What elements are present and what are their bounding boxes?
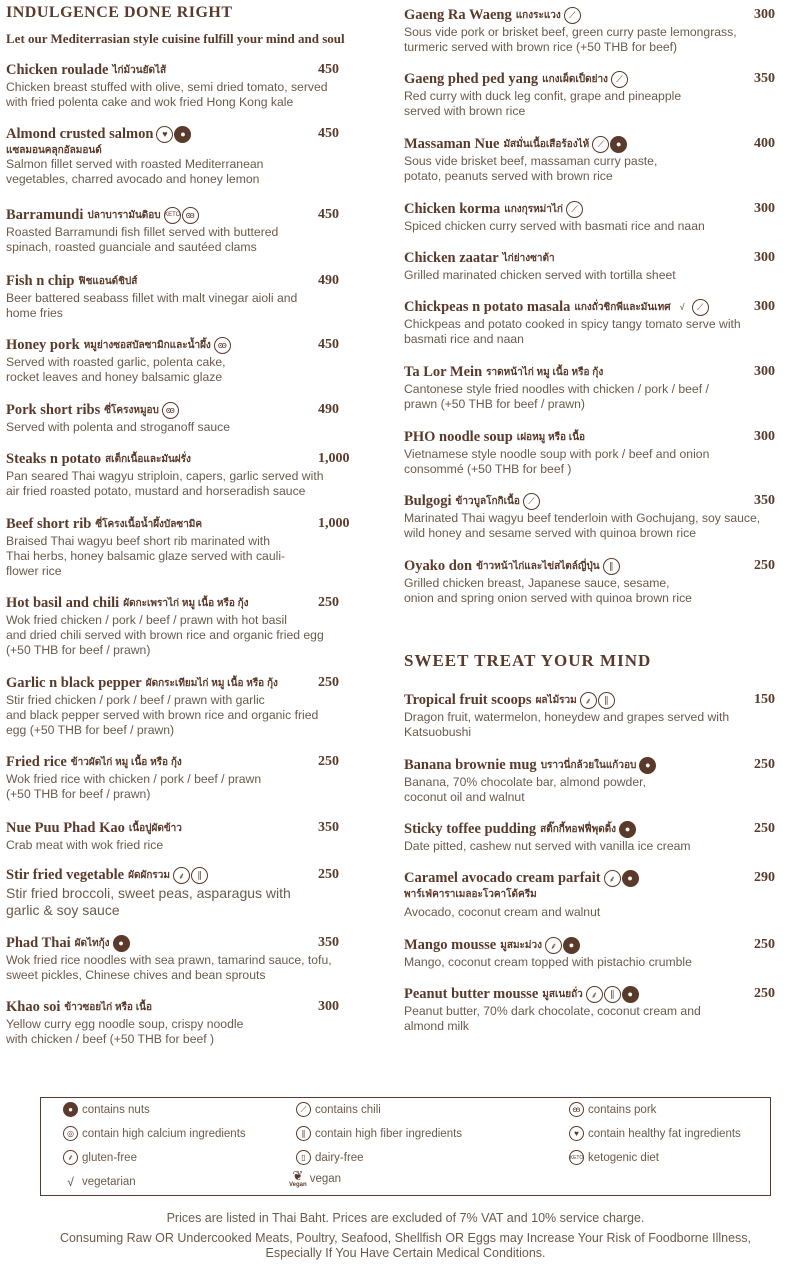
chili-icon: ⟋	[592, 136, 609, 153]
item-name: Gaeng phed ped yang	[404, 70, 539, 87]
menu-item	[6, 865, 378, 919]
item-desc: Crab meat with wok fried rice	[6, 838, 164, 852]
item-thai-name: แกงถั่วชิกพีและมันเทศ	[574, 301, 671, 313]
left-column	[6, 0, 378, 1046]
item-desc: Chicken breast stuffed with olive, semi dried tomato, served	[6, 80, 328, 94]
item-price: 350	[318, 820, 339, 835]
item-price: 450	[318, 62, 339, 77]
item-price: 490	[318, 402, 339, 417]
chili-icon: ⟋	[564, 7, 581, 24]
legend-healthy-fat: ♥ contain healthy fat ingredients	[569, 1126, 741, 1141]
item-desc: Stir fried chicken / pork / beef / prawn with garlic	[6, 693, 265, 707]
item-price: 1,000	[318, 516, 350, 531]
menu-item	[404, 556, 808, 606]
item-desc: Beer battered seabass fillet with malt vinegar aioli and	[6, 291, 298, 305]
item-thai-name: ข้าวผัดไก่ หมู เนื้อ หรือ กุ้ง	[70, 756, 182, 768]
item-price: 300	[754, 429, 775, 444]
item-desc: Red curry with duck leg confit, grape and pineapple	[404, 89, 682, 103]
item-price: 400	[754, 136, 775, 151]
gluten-free-icon: ⸙	[604, 870, 621, 887]
legend-gluten-free: ⸙ gluten-free	[63, 1150, 137, 1165]
pork-icon: ꙭ	[569, 1102, 584, 1117]
fiber-icon: ∥	[598, 692, 615, 709]
nuts-icon: ●	[622, 986, 639, 1003]
menu-item	[6, 673, 378, 738]
item-desc: (+50 THB for beef / prawn)	[6, 643, 151, 657]
keto-icon: KETO	[164, 207, 181, 224]
item-desc: wild honey and sesame served with quinoa brown rice	[404, 526, 696, 540]
nuts-icon: ●	[610, 136, 627, 153]
menu-item	[404, 297, 808, 347]
item-name: Fish n chip	[6, 272, 75, 289]
item-desc: Wok fried chicken / pork / beef / prawn with hot basil	[6, 613, 287, 627]
menu-item	[404, 134, 808, 184]
health-warning-line1: Consuming Raw OR Undercooked Meats, Poultry, Seafood, Shellfish OR Eggs may Increase Your Risk of Foodborne Illness,	[59, 1231, 752, 1245]
item-price: 300	[754, 299, 775, 314]
item-desc: almond milk	[404, 1019, 470, 1033]
vegan-icon: ❦ Vegan	[289, 1168, 307, 1188]
item-name: Honey pork	[6, 336, 80, 353]
item-desc: with chicken / beef (+50 THB for beef )	[6, 1032, 215, 1046]
vegetarian-icon: √	[674, 299, 691, 316]
item-desc: Dragon fruit, watermelon, honeydew and grapes served with	[404, 710, 730, 724]
keto-icon: KETO	[569, 1150, 584, 1165]
item-thai-name: ข้าวหน้าไก่และไข่สไตล์ญี่ปุ่น	[476, 560, 600, 572]
item-desc: flower rice	[6, 564, 62, 578]
item-thai-name: ไก่ย่างซาต้า	[502, 252, 555, 264]
menu-item	[6, 400, 378, 435]
item-thai-name: หมูย่างซอสบัลซามิกและน้ำผึ้ง	[83, 339, 211, 351]
item-desc: vegetables, charred avocado and honey lemon	[6, 172, 260, 186]
item-price: 250	[754, 558, 775, 573]
item-desc: basmati rice and naan	[404, 332, 524, 346]
item-name: Phad Thai	[6, 934, 71, 951]
pork-icon: ꙭ	[162, 402, 179, 419]
item-thai-name: แซลมอนคลุกอัลมอนด์	[6, 145, 102, 156]
item-thai-name: ผัดกระเทียมไก่ หมู เนื้อ หรือ กุ้ง	[145, 677, 278, 689]
item-name: PHO noodle soup	[404, 428, 513, 445]
item-desc: Sous vide brisket beef, massaman curry paste,	[404, 154, 658, 168]
item-desc: Katsuobushi	[404, 725, 472, 739]
menu-item	[6, 60, 378, 110]
item-desc: sweet pickles, Chinese chives and bean sprouts	[6, 968, 266, 982]
legend-keto: KETO ketogenic diet	[569, 1151, 659, 1164]
item-thai-name: มูสเนยถั่ว	[542, 988, 583, 1000]
menu-item	[404, 491, 808, 541]
legend-chili: ⟋ contains chili	[296, 1102, 381, 1117]
item-name: Beef short rib	[6, 515, 92, 532]
item-thai-name: บราวนี่กล้วยในแก้วอบ	[540, 759, 637, 771]
item-thai-name: สติ๊กกี้ทอฟฟี่พุดดิ้ง	[540, 823, 617, 835]
item-desc: Pan seared Thai wagyu striploin, capers, garlic served with	[6, 469, 324, 483]
nuts-icon: ●	[174, 126, 191, 143]
fiber-icon: ∥	[191, 867, 208, 884]
fiber-icon: ∥	[296, 1126, 311, 1141]
menu-item	[404, 819, 808, 854]
menu-item	[6, 818, 378, 853]
item-price: 450	[318, 126, 339, 141]
item-name: Caramel avocado cream parfait	[404, 869, 601, 886]
nuts-icon: ●	[622, 870, 639, 887]
item-price: 300	[754, 201, 775, 216]
menu-item	[6, 997, 378, 1047]
item-thai-name: ซี่โครงเนื้อน้ำผึ้งบัลซามิค	[95, 518, 203, 530]
item-price: 250	[318, 595, 339, 610]
item-name: Massaman Nue	[404, 135, 500, 152]
gluten-free-icon: ⸙	[580, 692, 597, 709]
item-price: 250	[318, 754, 339, 769]
gluten-free-icon: ⸙	[586, 986, 603, 1003]
item-thai-name: แกงเผ็ดเป็ดย่าง	[542, 73, 608, 85]
item-price: 450	[318, 207, 339, 222]
item-name: Banana brownie mug	[404, 756, 537, 773]
section-title-sweet: SWEET TREAT YOUR MIND	[404, 651, 652, 670]
item-thai-name: ปลาบารามันดิอบ	[87, 209, 161, 221]
menu-item	[404, 199, 808, 234]
chili-icon: ⟋	[566, 201, 583, 218]
legend-dairy-free: ▯ dairy-free	[296, 1150, 364, 1165]
menu-item	[404, 984, 808, 1034]
item-name: Stir fried vegetable	[6, 866, 125, 883]
item-name: Steaks n potato	[6, 450, 102, 467]
menu-item	[6, 271, 378, 321]
item-thai-name: ไก่ม้วนยัดไส้	[112, 64, 167, 76]
item-thai-name: ผลไม้รวม	[535, 694, 577, 706]
fiber-icon: ∥	[603, 558, 620, 575]
item-name: Barramundi	[6, 206, 84, 223]
item-name: Mango mousse	[404, 936, 497, 953]
item-price: 350	[754, 493, 775, 508]
legend-fiber: ∥ contain high fiber ingredients	[296, 1126, 462, 1141]
item-name: Gaeng Ra Waeng	[404, 6, 512, 23]
item-name: Bulgogi	[404, 492, 452, 509]
item-desc: Yellow curry egg noodle soup, crispy noodle	[6, 1017, 244, 1031]
item-price: 300	[754, 364, 775, 379]
menu-item	[404, 362, 808, 412]
item-desc: onion and spring onion served with quinoa brown rice	[404, 591, 692, 605]
gluten-free-icon: ⸙	[63, 1150, 78, 1165]
gluten-free-icon: ⸙	[173, 867, 190, 884]
vegetarian-icon: √	[63, 1174, 78, 1189]
item-desc: garlic & soy sauce	[6, 902, 120, 918]
item-desc: home fries	[6, 306, 63, 320]
item-thai-name: ผัดกะเพราไก่ หมู เนื้อ หรือ กุ้ง	[123, 597, 249, 609]
item-desc: Cantonese style fried noodles with chicken / pork / beef /	[404, 382, 709, 396]
item-price: 300	[754, 250, 775, 265]
item-desc: potato, peanuts served with brown rice	[404, 169, 613, 183]
section-title-indulgence: INDULGENCE DONE RIGHT	[6, 4, 233, 21]
menu-item	[404, 5, 808, 55]
item-desc: Date pitted, cashew nut served with vanilla ice cream	[404, 839, 691, 853]
item-desc: rocket leaves and honey balsamic glaze	[6, 370, 223, 384]
item-desc: prawn (+50 THB for beef / prawn)	[404, 397, 585, 411]
item-price: 350	[318, 935, 339, 950]
menu-item	[404, 69, 808, 119]
item-desc: coconut oil and walnut	[404, 790, 525, 804]
item-thai-name: พาร์เฟ่คาราเมลอะโวคาโด้ครีม	[404, 889, 537, 900]
item-desc: (+50 THB for beef / prawn)	[6, 787, 151, 801]
item-desc: Vietnamese style noodle soup with pork / beef and onion	[404, 447, 710, 461]
item-name: Chicken korma	[404, 200, 501, 217]
menu-item	[6, 205, 378, 255]
menu-item	[404, 248, 808, 283]
item-thai-name: มัสมั่นเนื้อเสือร้องไห้	[503, 138, 590, 150]
menu-item	[6, 449, 378, 499]
menu-item	[6, 335, 378, 385]
chili-icon: ⟋	[611, 71, 628, 88]
item-price: 300	[754, 7, 775, 22]
item-name: Peanut butter mousse	[404, 985, 539, 1002]
item-desc: Mango, coconut cream topped with pistachio crumble	[404, 955, 692, 969]
nuts-icon: ●	[619, 821, 636, 838]
item-desc: consommé (+50 THB for beef )	[404, 462, 572, 476]
item-thai-name: ผัดไทกุ้ง	[74, 937, 110, 949]
calcium-icon: ◎	[63, 1126, 78, 1141]
pork-icon: ꙭ	[214, 337, 231, 354]
item-price: 250	[318, 675, 339, 690]
item-desc: Served with roasted garlic, polenta cake,	[6, 355, 226, 369]
item-name: Pork short ribs	[6, 401, 101, 418]
item-desc: Served with polenta and stroganoff sauce	[6, 420, 231, 434]
legend-vegetarian: √ vegetarian	[63, 1174, 136, 1189]
menu-item	[404, 868, 808, 920]
item-name: Ta Lor Mein	[404, 363, 483, 380]
item-name: Garlic n black pepper	[6, 674, 142, 691]
nuts-icon: ●	[63, 1102, 78, 1117]
menu-item	[404, 935, 808, 970]
chili-icon: ⟋	[296, 1102, 311, 1117]
item-name: Nue Puu Phad Kao	[6, 819, 125, 836]
item-price: 490	[318, 273, 339, 288]
menu-item	[6, 514, 378, 579]
item-price: 250	[754, 821, 775, 836]
health-warning-line2: Especially If You Have Certain Medical Conditions.	[265, 1246, 546, 1260]
item-desc: Avocado, coconut cream and walnut	[404, 905, 601, 919]
item-desc: Sous vide pork or brisket beef, green curry paste lemongrass,	[404, 25, 737, 39]
item-price: 150	[754, 692, 775, 707]
item-thai-name: แกงกุรหม่าไก่	[504, 203, 563, 215]
item-desc: Wok fried rice noodles with sea prawn, tamarind sauce, tofu,	[6, 953, 332, 967]
item-thai-name: ราดหน้าไก่ หมู เนื้อ หรือ กุ้ง	[486, 366, 604, 378]
item-name: Chicken zaatar	[404, 249, 499, 266]
item-desc: egg (+50 THB for beef / prawn)	[6, 723, 175, 737]
chili-icon: ⟋	[523, 493, 540, 510]
item-name: Khao soi	[6, 998, 61, 1015]
item-thai-name: ผัดผักรวม	[128, 869, 170, 881]
item-price: 250	[754, 986, 775, 1001]
item-desc: Roasted Barramundi fish fillet served with buttered	[6, 225, 279, 239]
item-thai-name: ข้าวบูลโกกิเนื้อ	[455, 495, 520, 507]
item-price: 250	[754, 757, 775, 772]
menu-item	[6, 593, 378, 658]
item-name: Hot basil and chili	[6, 594, 120, 611]
item-thai-name: ข้าวซอยไก่ หรือ เนื้อ	[64, 1001, 152, 1013]
item-price: 350	[754, 71, 775, 86]
menu-item	[6, 933, 378, 983]
item-thai-name: เนื้อปูผัดข้าว	[128, 822, 182, 834]
item-desc: Wok fried rice with chicken / pork / beef / prawn	[6, 772, 262, 786]
healthy-fat-icon: ♥	[569, 1126, 584, 1141]
item-name: Fried rice	[6, 753, 67, 770]
item-desc: Peanut butter, 70% dark chocolate, coconut cream and	[404, 1004, 701, 1018]
item-desc: served with brown rice	[404, 104, 526, 118]
gluten-free-icon: ⸙	[545, 937, 562, 954]
menu-item	[404, 690, 808, 740]
item-desc: and black pepper served with brown rice and organic fried	[6, 708, 319, 722]
item-desc: turmeric served with brown rice (+50 THB for beef)	[404, 40, 678, 54]
menu-item	[404, 755, 808, 805]
item-thai-name: สเต็กเนื้อและมันฝรั่ง	[105, 453, 191, 465]
legend-pork: ꙭ contains pork	[569, 1102, 656, 1117]
nuts-icon: ●	[639, 757, 656, 774]
item-price: 290	[754, 870, 775, 885]
item-thai-name: ซี่โครงหมูอบ	[104, 404, 159, 416]
item-name: Almond crusted salmon	[6, 125, 154, 142]
item-price: 250	[754, 937, 775, 952]
item-name: Tropical fruit scoops	[404, 691, 532, 708]
section-subtitle: Let our Mediterrasian style cuisine fulfill your mind and soul	[6, 31, 345, 46]
item-thai-name: มูสมะม่วง	[500, 939, 542, 951]
item-desc: Braised Thai wagyu beef short rib marinated with	[6, 534, 270, 548]
legend-calcium: ◎ contain high calcium ingredients	[63, 1126, 246, 1141]
item-name: Chickpeas n potato masala	[404, 298, 571, 315]
item-desc: spinach, roasted guanciale and sautéed clams	[6, 240, 257, 254]
nuts-icon: ●	[563, 937, 580, 954]
item-desc: Stir fried broccoli, sweet peas, asparagus with	[6, 885, 291, 901]
item-name: Oyako don	[404, 557, 473, 574]
chili-icon: ⟋	[692, 299, 709, 316]
item-desc: Spiced chicken curry served with basmati rice and naan	[404, 219, 705, 233]
item-desc: Chickpeas and potato cooked in spicy tangy tomato serve with	[404, 317, 741, 331]
item-thai-name: ฟิชแอนด์ชิปส์	[78, 275, 138, 287]
menu-item	[6, 124, 378, 187]
item-price: 250	[318, 867, 339, 882]
item-desc: Grilled chicken breast, Japanese sauce, sesame,	[404, 576, 670, 590]
item-desc: Marinated Thai wagyu beef tenderloin with Gochujang, soy sauce,	[404, 511, 761, 525]
dairy-free-icon: ▯	[296, 1150, 311, 1165]
item-price: 450	[318, 337, 339, 352]
item-desc: Salmon fillet served with roasted Mediterranean	[6, 157, 264, 171]
item-desc: Grilled marinated chicken served with tortilla sheet	[404, 268, 676, 282]
item-desc: Banana, 70% chocolate bar, almond powder,	[404, 775, 646, 789]
item-desc: air fried roasted potato, mustard and horseradish sauce	[6, 484, 306, 498]
item-price: 300	[318, 999, 339, 1014]
item-thai-name: แกงระแวง	[515, 9, 561, 21]
legend-vegan: ❦ Vegan vegan	[289, 1168, 342, 1188]
menu-item	[404, 427, 808, 477]
fiber-icon: ∥	[604, 986, 621, 1003]
pork-icon: ꙭ	[182, 207, 199, 224]
item-desc: and dried chili served with brown rice and organic fried egg	[6, 628, 324, 642]
price-note: Prices are listed in Thai Baht. Prices are excluded of 7% VAT and 10% service charge.	[166, 1211, 645, 1225]
item-desc: with fried polenta cake and wok fried Hong Kong kale	[6, 95, 294, 109]
item-thai-name: เฝอหมู หรือ เนื้อ	[516, 431, 586, 443]
item-name: Chicken roulade	[6, 61, 109, 78]
menu-item	[6, 752, 378, 802]
item-name: Sticky toffee pudding	[404, 820, 537, 837]
nuts-icon: ●	[113, 935, 130, 952]
dietary-legend	[40, 1097, 771, 1196]
item-price: 1,000	[318, 451, 350, 466]
legend-nuts: ● contains nuts	[63, 1102, 150, 1117]
healthy-fat-icon: ♥	[156, 126, 173, 143]
item-desc: Thai herbs, honey balsamic glaze served with cauli-	[6, 549, 286, 563]
